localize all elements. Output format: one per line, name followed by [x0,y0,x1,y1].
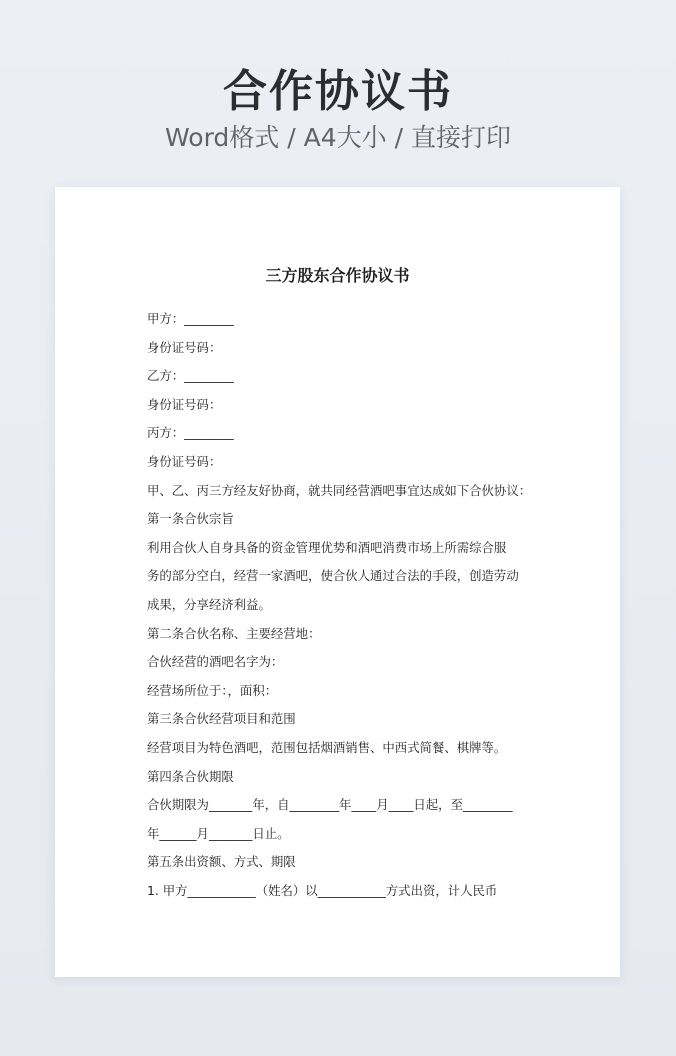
party-b-line: 乙方：________ [147,368,234,384]
article-3-text-line: 经营项目为特色酒吧，范围包括烟酒销售、中西式简餐、棋牌等。 [147,739,507,755]
party-a-line: 甲方：________ [147,311,234,326]
article-5-heading: 第五条出资额、方式、期限 [147,854,296,870]
article-1-heading: 第一条合伙宗旨 [147,511,234,527]
party-c-id-line: 身份证号码： [147,453,222,469]
banner-subtitle: Word格式 / A4大小 / 直接打印 [165,123,511,152]
term-line: 合伙期限为_______年，自________年____月____日起，至________ [147,797,513,813]
article-4-heading: 第四条合伙期限 [147,768,234,784]
term-end-line: 年______月_______日止。 [147,825,290,841]
party-c-line: 丙方：________ [147,425,234,441]
article-1-text-line: 成果，分享经济利益。 [147,596,271,612]
party-a-id-line: 身份证号码： [147,339,222,355]
article-3-heading: 第三条合伙经营项目和范围 [147,711,296,727]
document-title: 三方股东合作协议书 [265,266,410,285]
article-1-text-line: 务的部分空白，经营一家酒吧，使合伙人通过合法的手段，创造劳动 [147,568,519,584]
article-2-heading: 第二条合伙名称、主要经营地： [147,625,321,641]
preamble-line: 甲、乙、丙三方经友好协商，就共同经营酒吧事宜达成如下合伙协议： [147,482,532,498]
document-page [55,187,620,977]
banner-title: 合作协议书 [223,66,453,117]
article-1-text-line: 利用合伙人自身具备的资金管理优势和酒吧消费市场上所需综合服 [147,539,507,555]
document-body [147,305,532,905]
contribution-line: 1. 甲方___________（姓名）以___________方式出资，计人民币 [147,882,498,898]
bar-name-line: 合伙经营的酒吧名字为： [147,654,284,670]
premises-line: 经营场所位于：，面积： [147,682,278,698]
party-b-id-line: 身份证号码： [147,396,222,412]
